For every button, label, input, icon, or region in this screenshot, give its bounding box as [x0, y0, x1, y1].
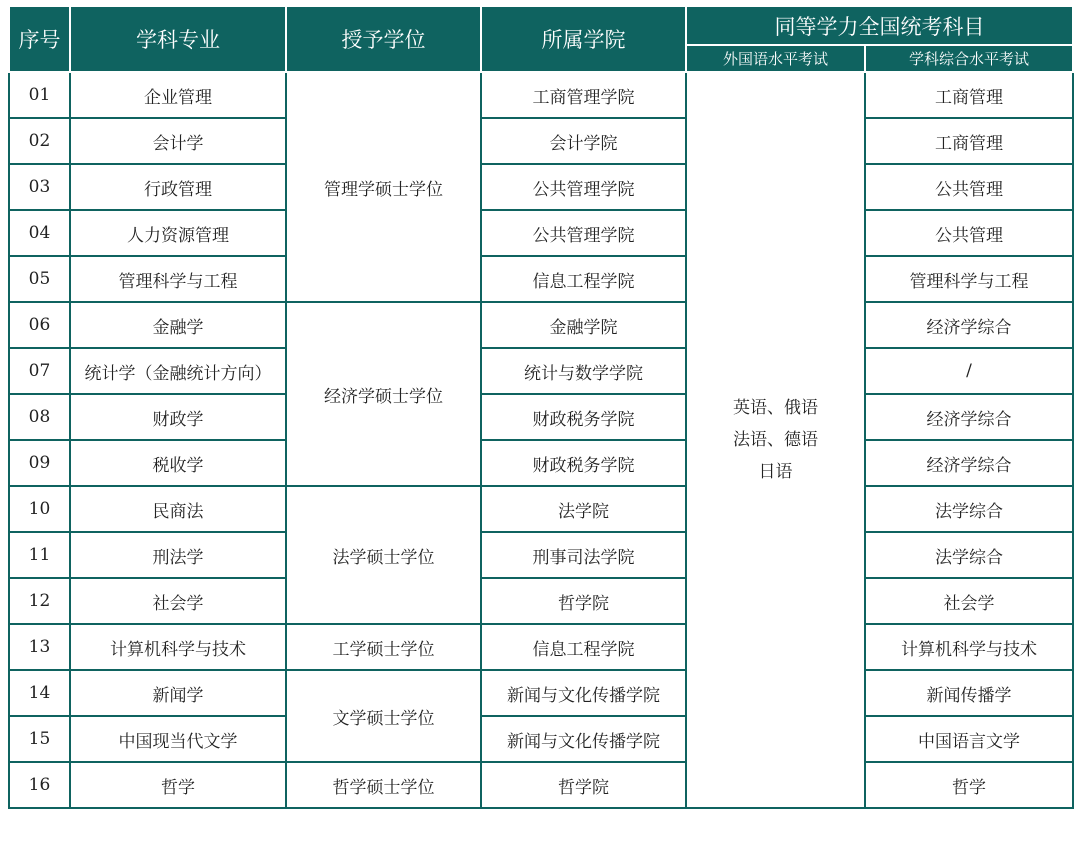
row-index: 04: [9, 210, 70, 256]
row-index: 07: [9, 348, 70, 394]
row-subject-exam: 法学综合: [865, 486, 1073, 532]
table-row: [9, 440, 1073, 486]
header-degree: 授予学位: [286, 6, 481, 72]
row-major: 行政管理: [70, 164, 286, 210]
table-row: [9, 762, 1073, 808]
table-row: [9, 670, 1073, 716]
header-major: 学科专业: [70, 6, 286, 72]
row-major: 社会学: [70, 578, 286, 624]
row-college: 工商管理学院: [481, 72, 686, 118]
row-college: 财政税务学院: [481, 440, 686, 486]
row-subject-exam: 法学综合: [865, 532, 1073, 578]
degree-cell-literature: 文学硕士学位: [286, 670, 481, 762]
row-major: 人力资源管理: [70, 210, 286, 256]
row-index: 16: [9, 762, 70, 808]
row-subject-exam: 经济学综合: [865, 394, 1073, 440]
table-row: [9, 118, 1073, 164]
row-index: 10: [9, 486, 70, 532]
row-subject-exam: 新闻传播学: [865, 670, 1073, 716]
row-college: 新闻与文化传播学院: [481, 716, 686, 762]
table-row: [9, 486, 1073, 532]
language-line-3: 日语: [758, 462, 793, 482]
row-index: 12: [9, 578, 70, 624]
row-college: 金融学院: [481, 302, 686, 348]
table-row: [9, 72, 1073, 118]
header-exam-group: 同等学力全国统考科目: [686, 6, 1073, 45]
row-subject-exam: 社会学: [865, 578, 1073, 624]
row-major: 财政学: [70, 394, 286, 440]
row-college: 信息工程学院: [481, 256, 686, 302]
row-major: 刑法学: [70, 532, 286, 578]
row-major: 哲学: [70, 762, 286, 808]
table-row: [9, 394, 1073, 440]
degree-cell-philosophy: 哲学硕士学位: [286, 762, 481, 808]
foreign-language-cell: [686, 72, 865, 808]
row-major: 统计学（金融统计方向）: [70, 348, 286, 394]
row-index: 06: [9, 302, 70, 348]
row-subject-exam: 工商管理: [865, 118, 1073, 164]
degree-cell-engineering: 工学硕士学位: [286, 624, 481, 670]
table-row: [9, 624, 1073, 670]
row-subject-exam: 哲学: [865, 762, 1073, 808]
row-college: 财政税务学院: [481, 394, 686, 440]
row-college: 新闻与文化传播学院: [481, 670, 686, 716]
table-row: [9, 256, 1073, 302]
row-subject-exam: 经济学综合: [865, 302, 1073, 348]
row-subject-exam: 工商管理: [865, 72, 1073, 118]
table-row: [9, 578, 1073, 624]
row-subject-exam: 公共管理: [865, 164, 1073, 210]
row-major: 会计学: [70, 118, 286, 164]
row-major: 税收学: [70, 440, 286, 486]
row-major: 民商法: [70, 486, 286, 532]
header-subject-exam: 学科综合水平考试: [865, 45, 1073, 72]
row-major: 计算机科学与技术: [70, 624, 286, 670]
row-index: 09: [9, 440, 70, 486]
row-college: 哲学院: [481, 578, 686, 624]
row-college: 法学院: [481, 486, 686, 532]
row-major: 中国现当代文学: [70, 716, 286, 762]
row-subject-exam: 计算机科学与技术: [865, 624, 1073, 670]
row-college: 刑事司法学院: [481, 532, 686, 578]
row-index: 03: [9, 164, 70, 210]
row-college: 统计与数学学院: [481, 348, 686, 394]
header-foreign-language: 外国语水平考试: [686, 45, 865, 72]
header-college: 所属学院: [481, 6, 686, 72]
row-college: 哲学院: [481, 762, 686, 808]
degree-cell-economics: 经济学硕士学位: [286, 302, 481, 486]
table-row: [9, 302, 1073, 348]
table-row: [9, 164, 1073, 210]
row-subject-exam: 经济学综合: [865, 440, 1073, 486]
row-major: 金融学: [70, 302, 286, 348]
row-college: 信息工程学院: [481, 624, 686, 670]
row-index: 02: [9, 118, 70, 164]
row-index: 13: [9, 624, 70, 670]
program-table-container: [8, 5, 1074, 809]
row-subject-exam: /: [865, 348, 1073, 394]
program-table: [8, 5, 1074, 809]
row-index: 08: [9, 394, 70, 440]
row-subject-exam: 中国语言文学: [865, 716, 1073, 762]
row-major: 新闻学: [70, 670, 286, 716]
row-index: 01: [9, 72, 70, 118]
degree-cell-management: 管理学硕士学位: [286, 72, 481, 302]
row-subject-exam: 公共管理: [865, 210, 1073, 256]
row-index: 05: [9, 256, 70, 302]
row-subject-exam: 管理科学与工程: [865, 256, 1073, 302]
row-index: 15: [9, 716, 70, 762]
table-row: [9, 348, 1073, 394]
row-college: 公共管理学院: [481, 210, 686, 256]
row-index: 11: [9, 532, 70, 578]
degree-cell-law: 法学硕士学位: [286, 486, 481, 624]
header-index: 序号: [9, 6, 70, 72]
row-index: 14: [9, 670, 70, 716]
row-major: 企业管理: [70, 72, 286, 118]
table-row: [9, 716, 1073, 762]
row-major: 管理科学与工程: [70, 256, 286, 302]
table-row: [9, 210, 1073, 256]
table-row: [9, 532, 1073, 578]
language-line-2: 法语、德语: [733, 430, 818, 450]
row-college: 公共管理学院: [481, 164, 686, 210]
row-college: 会计学院: [481, 118, 686, 164]
language-line-1: 英语、俄语: [733, 398, 818, 418]
